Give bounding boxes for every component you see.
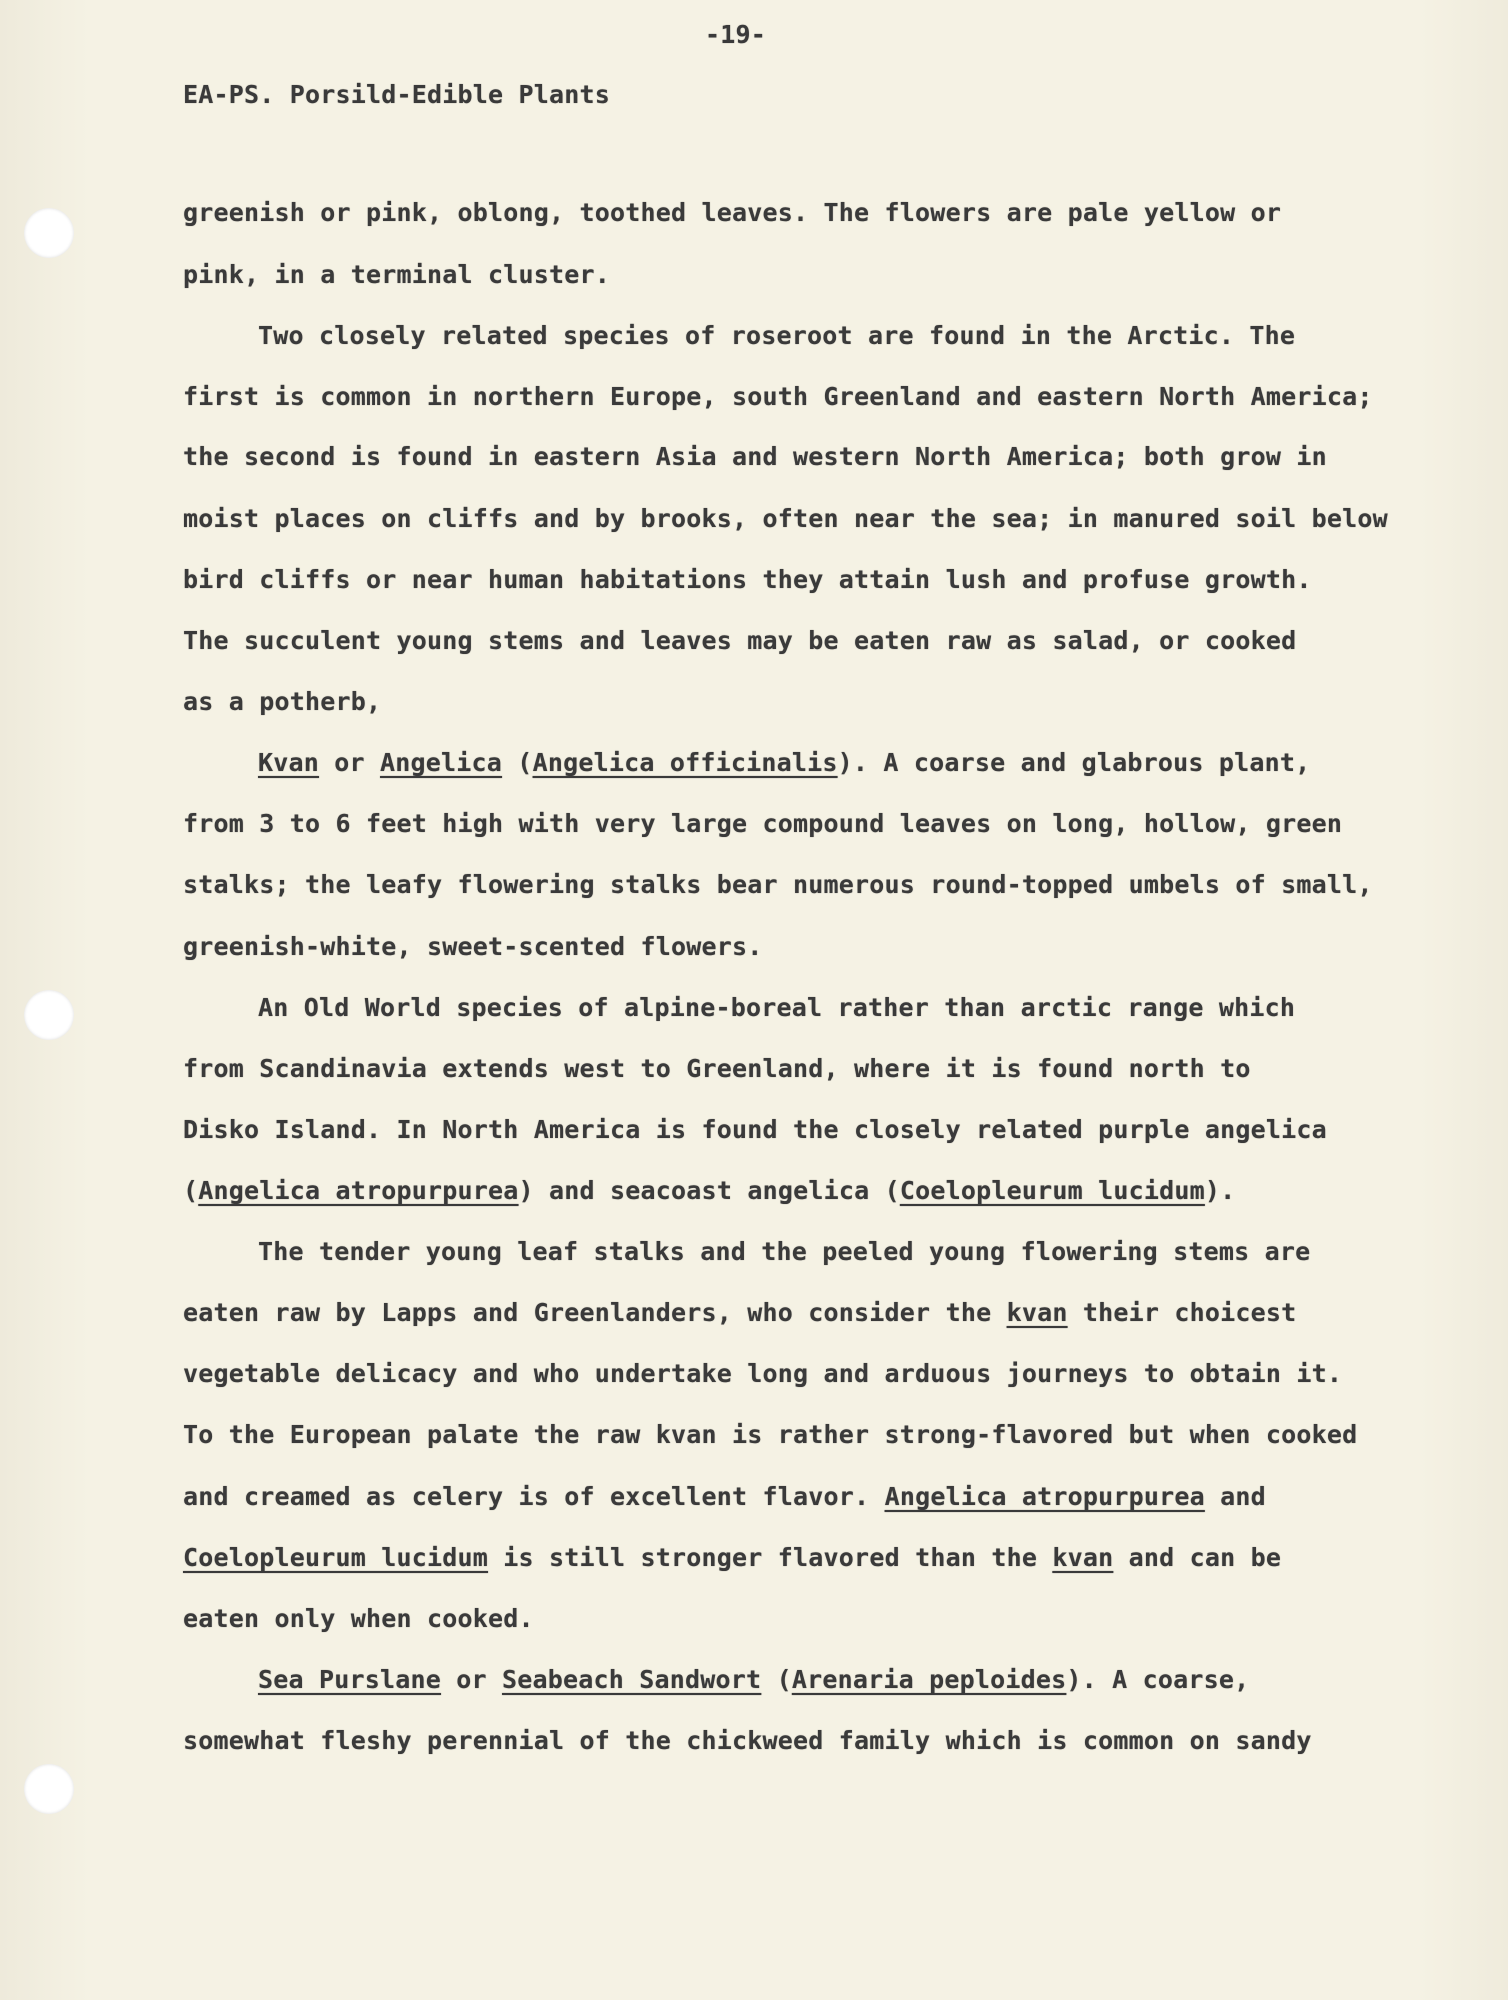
underlined-term: Angelica officinalis bbox=[532, 748, 838, 777]
text-line bbox=[183, 506, 1388, 531]
text-line bbox=[183, 567, 1312, 592]
underlined-term: Coelopleurum lucidum bbox=[899, 1176, 1205, 1205]
underlined-term: Angelica atropurpurea bbox=[884, 1482, 1205, 1511]
text-line bbox=[183, 1117, 1327, 1142]
text-line bbox=[258, 323, 1295, 348]
text-line bbox=[183, 1056, 1251, 1081]
underlined-term: Coelopleurum lucidum bbox=[183, 1543, 489, 1572]
text-segment: ( bbox=[502, 748, 533, 777]
text-segment: their choicest bbox=[1067, 1298, 1297, 1327]
text-line bbox=[258, 1239, 1310, 1264]
text-segment: from Scandinavia extends west to Greenland, where it is found north to bbox=[183, 1054, 1251, 1083]
text-line bbox=[183, 934, 763, 959]
underlined-term: Arenaria peploides bbox=[791, 1665, 1067, 1694]
punch-hole bbox=[24, 208, 74, 258]
underlined-term: Seabeach Sandwort bbox=[502, 1665, 762, 1694]
underlined-term: Angelica atropurpurea bbox=[198, 1176, 519, 1205]
text-segment: greenish or pink, oblong, toothed leaves. The flowers are pale yellow or bbox=[183, 198, 1282, 227]
text-line bbox=[183, 1422, 1357, 1447]
text-segment: greenish-white, sweet-scented flowers. bbox=[183, 932, 763, 961]
text-segment: or bbox=[441, 1665, 503, 1694]
text-segment: The tender young leaf stalks and the peeled young flowering stems are bbox=[258, 1237, 1311, 1266]
text-line bbox=[183, 628, 1296, 653]
underlined-term: kvan bbox=[1052, 1543, 1114, 1572]
text-segment: first is common in northern Europe, south Greenland and eastern North America; bbox=[183, 382, 1373, 411]
text-line bbox=[183, 689, 381, 714]
underlined-term: Kvan bbox=[258, 748, 320, 777]
text-segment: ). bbox=[1204, 1176, 1236, 1205]
text-segment: Two closely related species of roseroot are found in the Arctic. The bbox=[258, 321, 1296, 350]
document-header: EA-PS. Porsild-Edible Plants bbox=[183, 80, 611, 109]
text-segment: An Old World species of alpine-boreal rather than arctic range which bbox=[258, 993, 1296, 1022]
text-line bbox=[183, 1361, 1342, 1386]
text-line bbox=[258, 1667, 1249, 1692]
text-segment: The succulent young stems and leaves may be eaten raw as salad, or cooked bbox=[183, 626, 1297, 655]
text-line bbox=[183, 1606, 534, 1631]
text-line bbox=[183, 1545, 1281, 1570]
text-line bbox=[183, 384, 1373, 409]
punch-hole bbox=[24, 990, 74, 1040]
text-segment: ( bbox=[761, 1665, 792, 1694]
page-number: -19- bbox=[705, 20, 767, 49]
text-line bbox=[258, 750, 1310, 775]
text-segment: somewhat fleshy perennial of the chickweed family which is common on sandy bbox=[183, 1726, 1312, 1755]
text-segment: from 3 to 6 feet high with very large compound leaves on long, hollow, green bbox=[183, 809, 1343, 838]
text-line bbox=[183, 262, 610, 287]
text-segment: pink, in a terminal cluster. bbox=[183, 260, 611, 289]
text-segment: moist places on cliffs and by brooks, often near the sea; in manured soil below bbox=[183, 504, 1388, 533]
text-line bbox=[183, 1728, 1312, 1753]
text-line bbox=[183, 444, 1327, 469]
text-segment: ). A coarse, bbox=[1066, 1665, 1250, 1694]
text-segment: or bbox=[319, 748, 381, 777]
text-line bbox=[258, 995, 1295, 1020]
punch-hole bbox=[24, 1764, 74, 1814]
text-segment: ). A coarse and glabrous plant, bbox=[837, 748, 1311, 777]
underlined-term: kvan bbox=[1006, 1298, 1068, 1327]
text-segment: is still stronger flavored than the bbox=[488, 1543, 1053, 1572]
text-segment: vegetable delicacy and who undertake long and arduous journeys to obtain it. bbox=[183, 1359, 1343, 1388]
text-segment: and bbox=[1204, 1482, 1266, 1511]
text-line bbox=[183, 1300, 1296, 1325]
text-segment: eaten raw by Lapps and Greenlanders, who consider the bbox=[183, 1298, 1007, 1327]
text-line bbox=[183, 200, 1281, 225]
text-segment: and can be bbox=[1113, 1543, 1282, 1572]
text-segment: bird cliffs or near human habitations they attain lush and profuse growth. bbox=[183, 565, 1312, 594]
text-segment: as a potherb, bbox=[183, 687, 382, 716]
text-segment: Disko Island. In North America is found the closely related purple angelica bbox=[183, 1115, 1327, 1144]
text-line bbox=[183, 872, 1373, 897]
text-segment: the second is found in eastern Asia and western North America; both grow in bbox=[183, 442, 1327, 471]
text-line bbox=[183, 1178, 1235, 1203]
text-segment: eaten only when cooked. bbox=[183, 1604, 534, 1633]
underlined-term: Sea Purslane bbox=[258, 1665, 442, 1694]
text-line bbox=[183, 811, 1342, 836]
text-segment: and creamed as celery is of excellent flavor. bbox=[183, 1482, 885, 1511]
text-segment: ( bbox=[183, 1176, 199, 1205]
text-segment: To the European palate the raw kvan is rather strong-flavored but when cooked bbox=[183, 1420, 1358, 1449]
text-line bbox=[183, 1484, 1266, 1509]
text-segment: stalks; the leafy flowering stalks bear numerous round-topped umbels of small, bbox=[183, 870, 1373, 899]
underlined-term: Angelica bbox=[380, 748, 503, 777]
text-segment: ) and seacoast angelica ( bbox=[518, 1176, 900, 1205]
